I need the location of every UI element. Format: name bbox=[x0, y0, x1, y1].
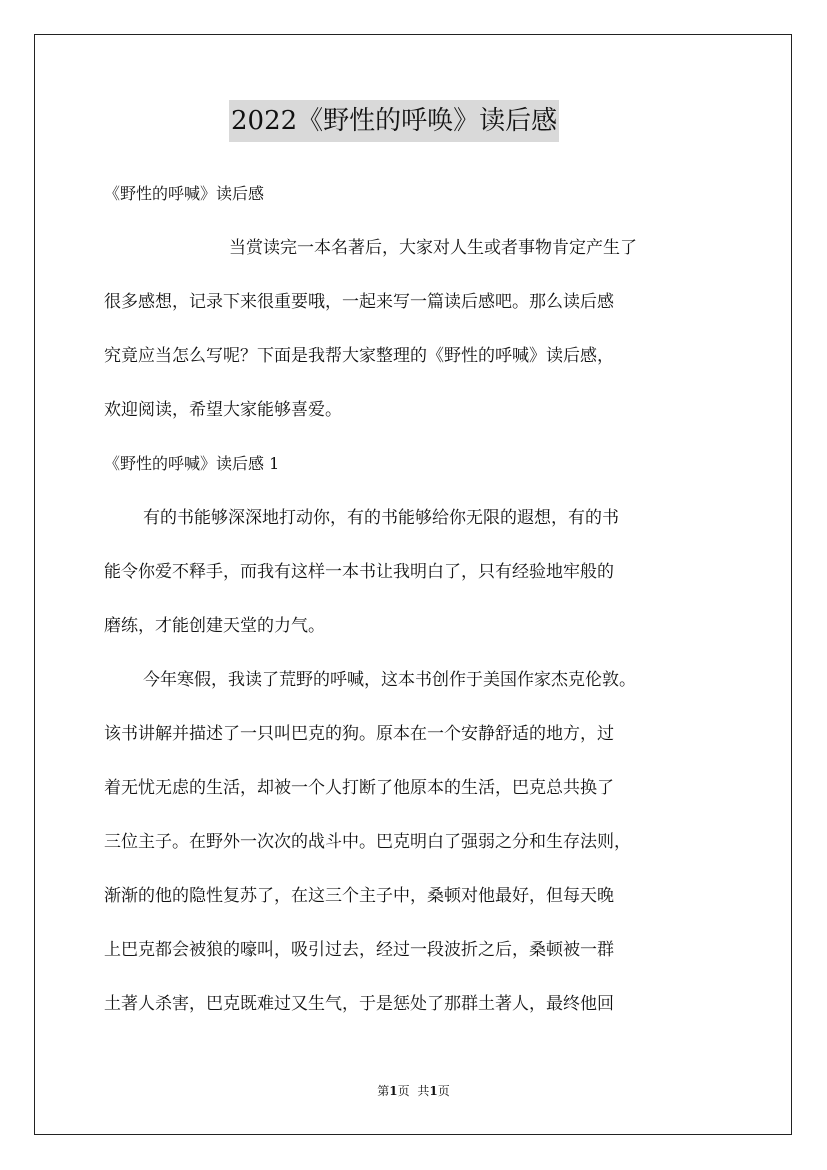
subtitle: 《野性的呼喊》读后感 bbox=[104, 184, 265, 203]
paragraph-line: 磨练，才能创建天堂的力气。 bbox=[104, 616, 325, 636]
intro-line: 究竟应当怎么写呢？下面是我帮大家整理的《野性的呼喊》读后感， bbox=[104, 346, 614, 366]
paragraph-line: 能令你爱不释手，而我有这样一本书让我明白了，只有经验地牢般的 bbox=[104, 562, 614, 582]
paragraph-line: 渐渐的他的隐性复苏了，在这三个主子中，桑顿对他最好，但每天晚 bbox=[104, 886, 614, 906]
footer-total-prefix: 共 bbox=[417, 1084, 430, 1098]
paragraph-line: 三位主子。在野外一次次的战斗中。巴克明白了强弱之分和生存法则， bbox=[104, 832, 631, 852]
footer-page-number: 1 bbox=[389, 1084, 398, 1098]
page-footer bbox=[0, 1083, 827, 1099]
paragraph-line: 该书讲解并描述了一只叫巴克的狗。原本在一个安静舒适的地方，过 bbox=[104, 724, 614, 744]
intro-line: 欢迎阅读，希望大家能够喜爱。 bbox=[104, 400, 342, 420]
footer-page-suffix: 页 bbox=[397, 1084, 410, 1098]
paragraph-line: 有的书能够深深地打动你，有的书能够给你无限的遐想，有的书 bbox=[143, 508, 619, 528]
paragraph-line: 土著人杀害，巴克既难过又生气，于是惩处了那群土著人，最终他回 bbox=[104, 994, 614, 1014]
paragraph-line: 着无忧无虑的生活，却被一个人打断了他原本的生活，巴克总共换了 bbox=[104, 778, 614, 798]
footer-total-suffix: 页 bbox=[437, 1084, 450, 1098]
intro-line: 当赏读完一本名著后，大家对人生或者事物肯定产生了 bbox=[229, 238, 637, 258]
footer-total-number: 1 bbox=[429, 1084, 438, 1098]
section-heading: 《野性的呼喊》读后感 1 bbox=[104, 454, 280, 473]
footer-page-prefix: 第 bbox=[377, 1084, 390, 1098]
intro-line: 很多感想，记录下来很重要哦，一起来写一篇读后感吧。那么读后感 bbox=[104, 292, 614, 312]
paragraph-line: 上巴克都会被狼的嚎叫，吸引过去，经过一段波折之后，桑顿被一群 bbox=[104, 940, 614, 960]
paragraph-line: 今年寒假，我读了荒野的呼喊，这本书创作于美国作家杰克伦敦。 bbox=[143, 670, 636, 690]
document-title: 2022《野性的呼唤》读后感 bbox=[229, 100, 559, 142]
